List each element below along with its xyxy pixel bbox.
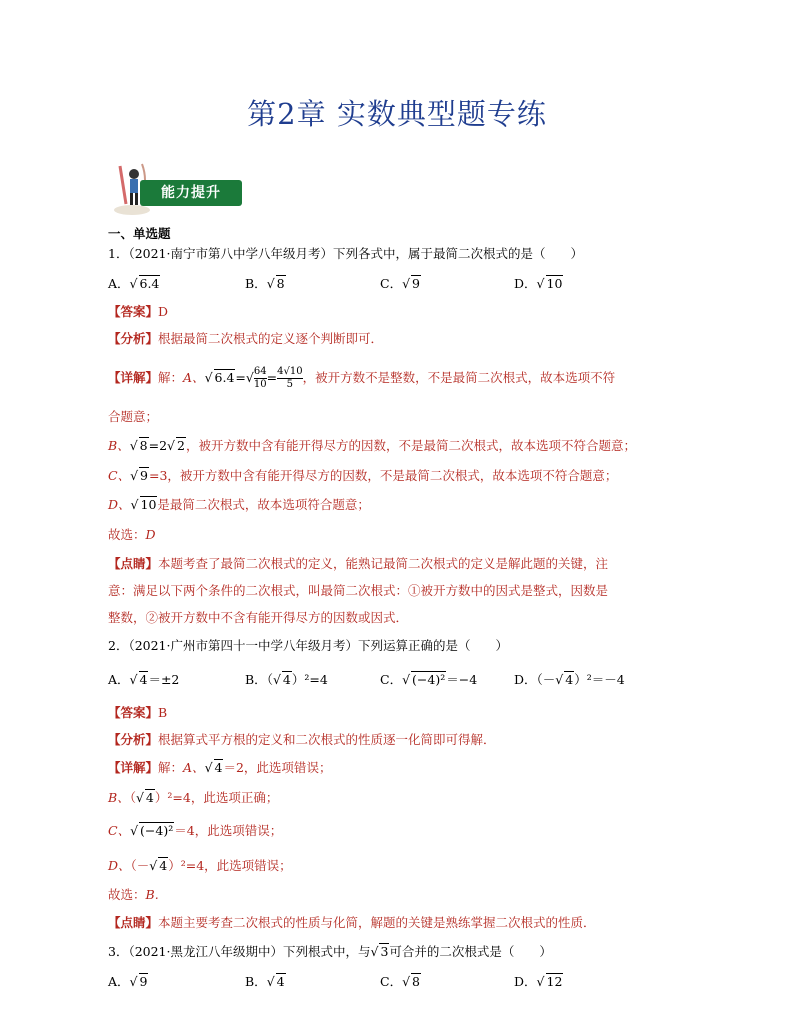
q1-detail-d: D、√ 10是最简二次根式，故本选项符合题意； [108,497,370,512]
q2-option-b: B．（√ 4）²=4 [245,672,328,687]
sqrt-icon: √ [402,276,411,291]
q1-option-b: B．√ 8 [245,276,285,291]
badge-label: 能力提升 [140,180,242,206]
q2-option-c: C．√ (−4)²＝−4 [380,672,478,687]
q3-stem: 3．（2021·黑龙江八年级期中）下列根式中，与√ 3可合并的二次根式是（ ） [108,944,552,959]
q2-comment: 【点睛】本题主要考查二次根式的性质与化简，解题的关键是熟练掌握二次根式的性质． [108,915,596,930]
sqrt-icon: √ [266,276,275,291]
q3-option-c: C．√ 8 [380,974,420,989]
q1-stem: 1．（2021·南宁市第八中学八年级月考）下列各式中，属于最简二次根式的是（ ） [108,246,583,261]
q1-answer: 【答案】D [108,304,169,319]
q1-detail-c: C、√ 9=3，被开方数中含有能开得尽方的因数，不是最简二次根式，故本选项不符合题意； [108,468,618,483]
q1-option-c: C．√ 9 [380,276,420,291]
q1-detail-a: 【详解】解：A、√ 6.4=√ $\frac{64}{10}$ = $\frac{4√10}{5}$ ，被开方数不是整数，不是最简二次根式，故本选项不符 [108,366,616,390]
ability-badge [108,160,248,220]
q3-option-b: B．√ 4 [245,974,285,989]
q1-choose: 故选：D [108,527,156,542]
q1-option-a: A．√ 6.4 [108,276,160,291]
q2-answer: 【答案】B [108,705,168,720]
q2-analysis: 【分析】根据算式平方根的定义和二次根式的性质逐一化简即可得解． [108,732,496,747]
q2-detail-a: 【详解】解：A、√ 4＝2，此选项错误； [108,760,332,775]
q1-detail-a-cont: 合题意； [108,409,159,424]
q1-detail-b: B、√ 8=2√ 2，被开方数中含有能开得尽方的因数，不是最简二次根式，故本选项不符合题意； [108,438,636,453]
section-heading: 一、单选题 [108,226,171,241]
page-title: 第2章 实数典型题专练 [247,97,547,131]
q1-option-d: D．√ 10 [514,276,563,291]
q2-option-d: D．（－√ 4）²＝－4 [514,672,625,687]
q1-comment-3: 整数，②被开方数中不含有能开得尽方的因数或因式． [108,610,409,625]
sqrt-icon: √ [129,276,138,291]
q2-option-a: A．√ 4＝±2 [108,672,180,687]
q1-comment-2: 意：满足以下两个条件的二次根式，叫最简二次根式：①被开方数中的因式是整式，因数是 [108,583,609,598]
q2-detail-b: B、（√ 4）²=4，此选项正确； [108,790,279,805]
sqrt-icon: √ [536,276,545,291]
q3-option-d: D．√ 12 [514,974,563,989]
q2-choose: 故选：B. [108,887,159,902]
q1-comment-1: 【点睛】本题考查了最简二次根式的定义，能熟记最简二次根式的定义是解此题的关键，注 [108,556,609,571]
q2-detail-d: D、（－√ 4）²=4，此选项错误； [108,858,292,873]
q3-option-a: A．√ 9 [108,974,148,989]
fraction: $\frac{64}{10}$ [253,366,267,390]
q1-analysis: 【分析】根据最简二次根式的定义逐个判断即可． [108,331,384,346]
q2-stem: 2．（2021·广州市第四十一中学八年级月考）下列运算正确的是（ ） [108,638,508,653]
q2-detail-c: C、√ (−4)²＝4，此选项错误； [108,823,283,838]
fraction: $\frac{4√10}{5}$ [277,366,303,390]
